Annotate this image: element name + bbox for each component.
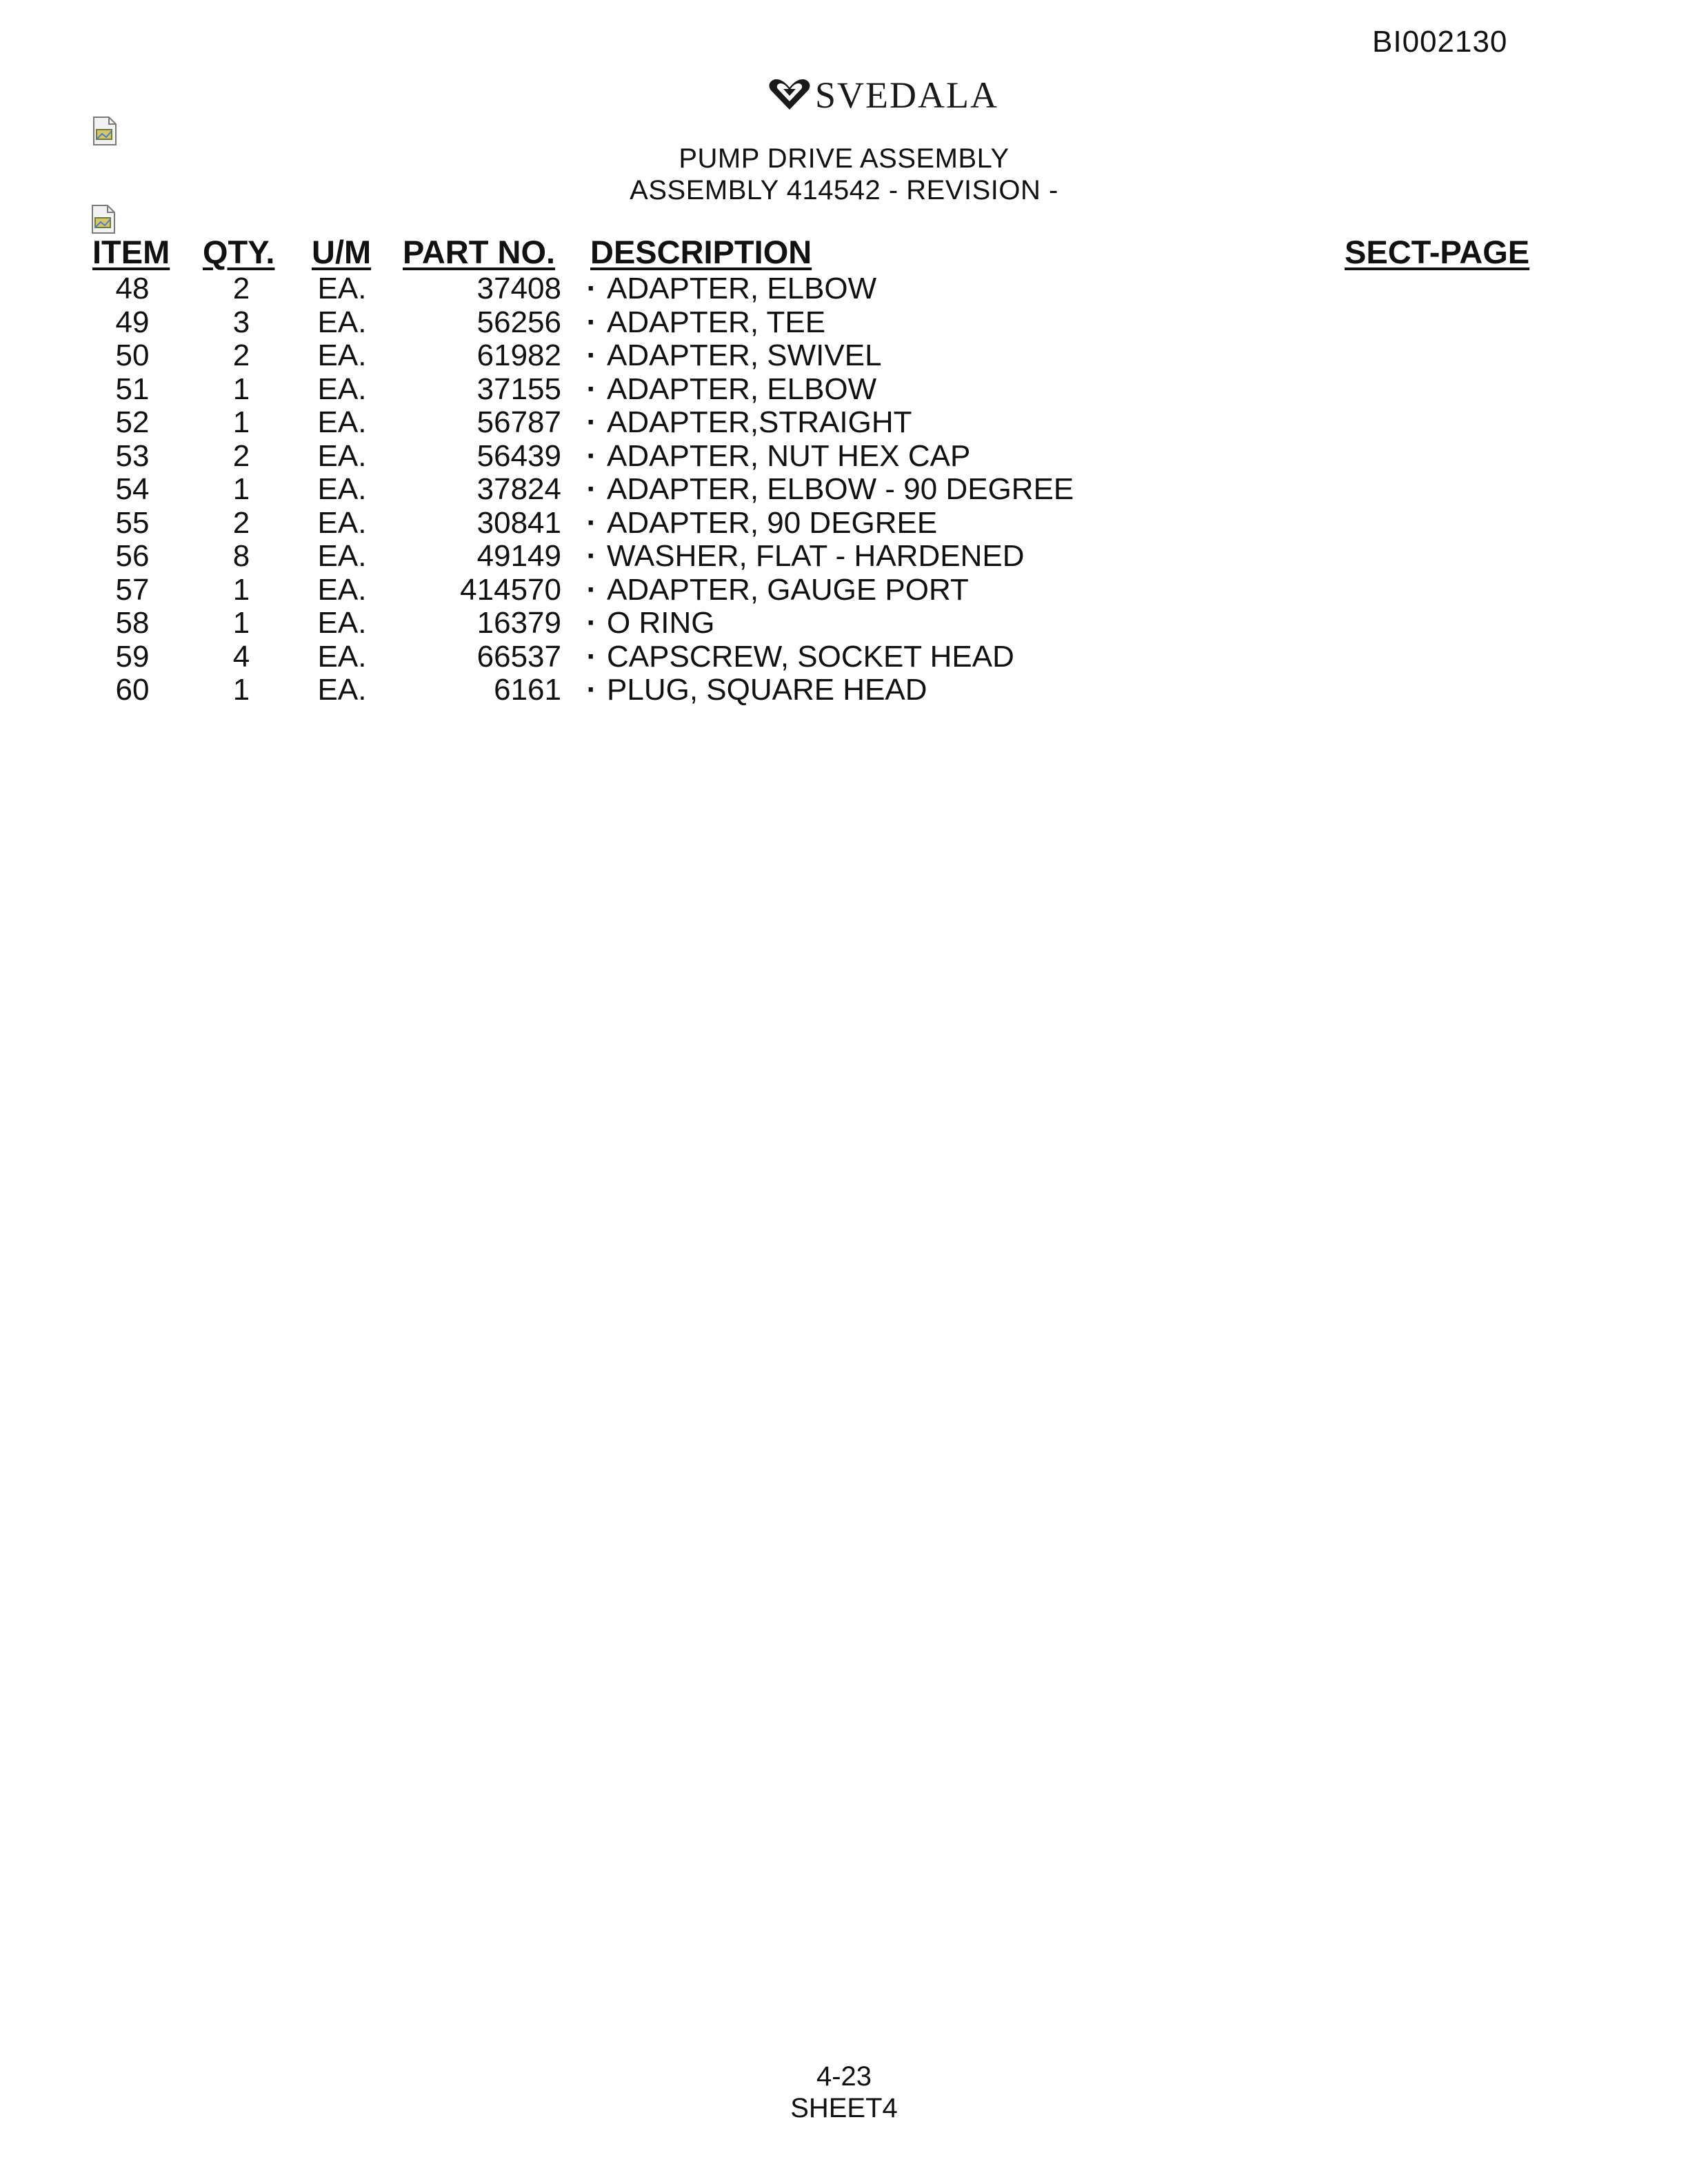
bullet: · [586, 606, 597, 640]
quantity: 3 [232, 305, 250, 339]
header-sect-page: SECT-PAGE [1345, 234, 1530, 270]
part-number: 37155 [476, 372, 561, 406]
table-row [0, 305, 1688, 338]
part-number: 30841 [476, 506, 561, 540]
description: ADAPTER,STRAIGHT [607, 405, 912, 439]
assembly-revision: ASSEMBLY 414542 - REVISION - [630, 175, 1058, 205]
bullet: · [586, 372, 597, 406]
description: ADAPTER, ELBOW - 90 DEGREE [607, 472, 1074, 506]
item-number: 58 [115, 606, 150, 640]
bullet: · [586, 673, 597, 707]
unit-of-measure: EA. [317, 372, 367, 406]
quantity: 2 [232, 439, 250, 473]
description: ADAPTER, 90 DEGREE [607, 506, 938, 540]
description: ADAPTER, ELBOW [607, 272, 877, 305]
unit-of-measure: EA. [317, 606, 367, 640]
description: ADAPTER, SWIVEL [607, 338, 882, 372]
unit-of-measure: EA. [317, 539, 367, 573]
quantity: 1 [232, 472, 250, 506]
quantity: 2 [232, 506, 250, 540]
item-number: 52 [115, 405, 150, 439]
bullet: · [586, 272, 597, 305]
unit-of-measure: EA. [317, 405, 367, 439]
page-number: 4-23 [816, 2061, 872, 2092]
unit-of-measure: EA. [317, 439, 367, 473]
description: WASHER, FLAT - HARDENED [607, 539, 1025, 573]
item-number: 55 [115, 506, 150, 540]
part-number: 56787 [476, 405, 561, 439]
table-row [0, 606, 1688, 639]
unit-of-measure: EA. [317, 472, 367, 506]
part-number: 37408 [476, 272, 561, 305]
item-number: 49 [115, 305, 150, 339]
table-row [0, 539, 1688, 572]
svedala-heart-logo-icon [767, 78, 812, 112]
table-row [0, 405, 1688, 438]
broken-image-icon [91, 116, 119, 146]
description: CAPSCREW, SOCKET HEAD [607, 640, 1014, 674]
table-row [0, 272, 1688, 305]
table-row [0, 506, 1688, 539]
part-number: 37824 [476, 472, 561, 506]
header-description: DESCRIPTION [590, 234, 812, 270]
table-row [0, 372, 1688, 405]
quantity: 1 [232, 372, 250, 406]
bullet: · [586, 539, 597, 573]
item-number: 50 [115, 338, 150, 372]
header-item: ITEM [92, 234, 170, 270]
item-number: 51 [115, 372, 150, 406]
item-number: 57 [115, 573, 150, 607]
bullet: · [586, 573, 597, 607]
table-row [0, 338, 1688, 372]
description: ADAPTER, TEE [607, 305, 826, 339]
description: ADAPTER, GAUGE PORT [607, 573, 969, 607]
brand-name: SVEDALA [815, 74, 998, 116]
unit-of-measure: EA. [317, 673, 367, 707]
header-qty: QTY. [203, 234, 275, 270]
quantity: 1 [232, 573, 250, 607]
bullet: · [586, 405, 597, 439]
description: ADAPTER, NUT HEX CAP [607, 439, 971, 473]
table-row [0, 439, 1688, 472]
table-row [0, 472, 1688, 505]
description: PLUG, SQUARE HEAD [607, 673, 927, 707]
part-number: 61982 [476, 338, 561, 372]
item-number: 59 [115, 640, 150, 674]
item-number: 60 [115, 673, 150, 707]
part-number: 414570 [460, 573, 561, 607]
quantity: 4 [232, 640, 250, 674]
table-row [0, 573, 1688, 606]
description: O RING [607, 606, 715, 640]
part-number: 16379 [476, 606, 561, 640]
bullet: · [586, 472, 597, 506]
header-part-no: PART NO. [403, 234, 556, 270]
quantity: 1 [232, 405, 250, 439]
part-number: 56256 [476, 305, 561, 339]
description: ADAPTER, ELBOW [607, 372, 877, 406]
document-title: PUMP DRIVE ASSEMBLY [679, 143, 1009, 174]
bullet: · [586, 640, 597, 674]
quantity: 2 [232, 338, 250, 372]
part-number: 6161 [494, 673, 561, 707]
part-number: 66537 [476, 640, 561, 674]
item-number: 56 [115, 539, 150, 573]
table-row [0, 673, 1688, 706]
part-number: 56439 [476, 439, 561, 473]
unit-of-measure: EA. [317, 338, 367, 372]
item-number: 53 [115, 439, 150, 473]
item-number: 48 [115, 272, 150, 305]
item-number: 54 [115, 472, 150, 506]
quantity: 2 [232, 272, 250, 305]
sheet-label: SHEET4 [790, 2093, 898, 2123]
bullet: · [586, 439, 597, 473]
unit-of-measure: EA. [317, 573, 367, 607]
quantity: 8 [232, 539, 250, 573]
part-number: 49149 [476, 539, 561, 573]
svedala-logo [767, 73, 998, 117]
bullet: · [586, 506, 597, 540]
quantity: 1 [232, 673, 250, 707]
quantity: 1 [232, 606, 250, 640]
unit-of-measure: EA. [317, 640, 367, 674]
unit-of-measure: EA. [317, 272, 367, 305]
unit-of-measure: EA. [317, 506, 367, 540]
unit-of-measure: EA. [317, 305, 367, 339]
header-um: U/M [312, 234, 372, 270]
document-id: BI002130 [1372, 25, 1508, 59]
bullet: · [586, 305, 597, 339]
broken-image-icon [90, 204, 117, 234]
bullet: · [586, 338, 597, 372]
table-row [0, 640, 1688, 673]
